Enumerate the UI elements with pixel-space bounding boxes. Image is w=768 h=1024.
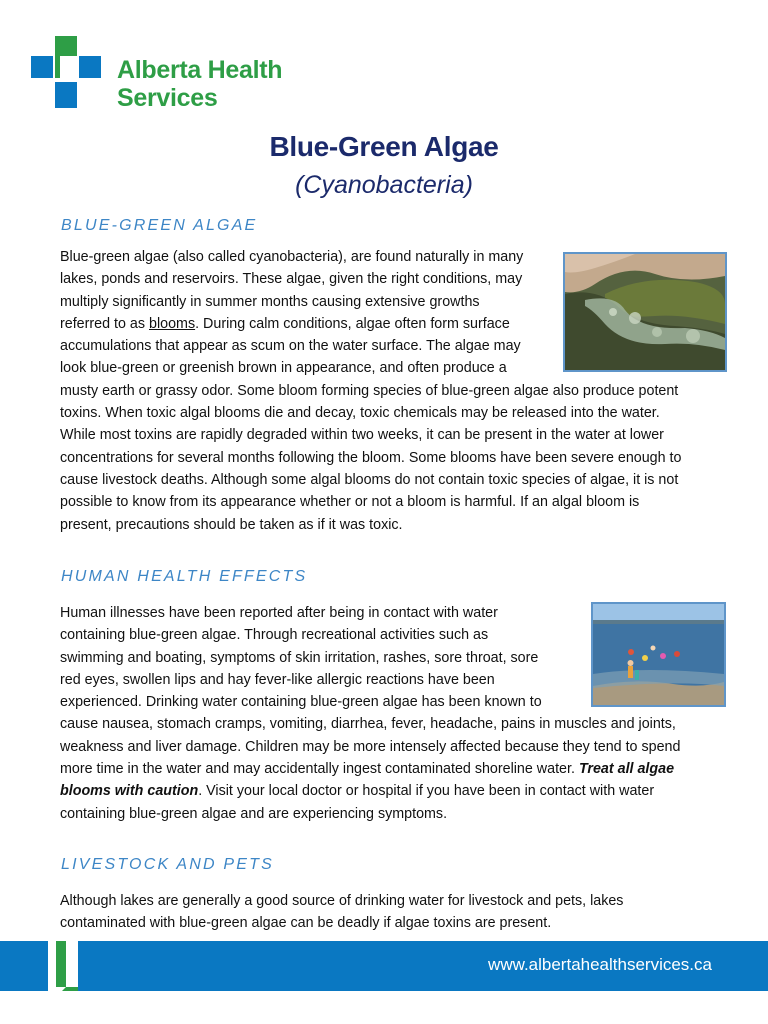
document-title: Blue-Green Algae	[269, 131, 499, 162]
logo-name-line2: Services	[117, 84, 218, 112]
section-body-blue-green-algae: Blue-green algae (also called cyanobacteria), are found naturally in many lakes, ponds and reservoirs. These algae, given the right conditions, may multiply significantly in summer months causing extensive growths referred to as blooms. During calm conditions, algae often form surface accumulations that appear as scum on the water surface. The algae may look blue-green or greenish brown in appearance, and often produce a musty earth or grassy odor. Some bloom forming species of blue-green algae also produce potent toxins. When toxic algal blooms die and decay, toxic chemicals may be released into the water. While most toxins are rapidly degraded within two weeks, it can be present in the water at lower concentrations for several months following the bloom. Some blooms have been severe enough to cause livestock deaths. Although some algal blooms do not contain toxic species of algae, it is not possible to know from its appearance whether or not a bloom is harmful. If an algal bloom is present, precautions should be taken as if it was toxic.	[60, 249, 682, 533]
caution-emphasis: Treat all algae	[578, 761, 675, 778]
document-subtitle: (Cyanobacteria)	[295, 171, 473, 199]
algae-shoreline-photo	[563, 252, 727, 372]
logo-cross-icon	[31, 36, 103, 108]
swimmers-lake-image	[593, 604, 724, 705]
logo-wordmark	[117, 56, 282, 112]
blooms-term: blooms	[149, 315, 196, 332]
ahs-logo	[31, 36, 291, 112]
section-heading-blue-green-algae: BLUE-GREEN ALGAE	[61, 217, 258, 234]
caution-emphasis-continued: blooms with caution	[60, 783, 199, 800]
section-heading-livestock-and-pets: LIVESTOCK AND PETS	[61, 856, 274, 873]
footer-logo-mark-icon	[48, 941, 84, 991]
logo-name-line1: Alberta Health	[117, 56, 283, 84]
swimmers-lake-photo	[591, 602, 726, 707]
section-body-human-health-effects: Human illnesses have been reported after being in contact with water containing blue-green algae. Through recreational activities such as swimming and boating, symptoms of skin irritation, rashes, sore throat, sore red eyes, swollen lips and hay fever-like allergic reactions have been experienced. Drinking water containing blue-green algae has been known to cause nausea, stomach cramps, vomiting, diarrhea, fever, headache, pains in muscles and joints, weakness and liver damage. Children may be more intensely affected because they tend to spend more time in the water and may accidentally ingest contaminated shoreline water. Treat all algae blooms with caution. Visit your local doctor or hospital if you have been in contact with water containing blue-green algae and are experiencing symptoms.	[60, 605, 681, 822]
section-heading-human-health-effects: HUMAN HEALTH EFFECTS	[61, 568, 308, 585]
section-body-livestock-and-pets: Although lakes are generally a good source of drinking water for livestock and pets, lakes contaminated with blue-green algae can be deadly if algae toxins are present.	[60, 893, 624, 932]
footer-website-url: www.albertahealthservices.ca	[488, 955, 712, 974]
footer-bar	[0, 941, 768, 991]
algae-shoreline-image	[565, 254, 725, 370]
